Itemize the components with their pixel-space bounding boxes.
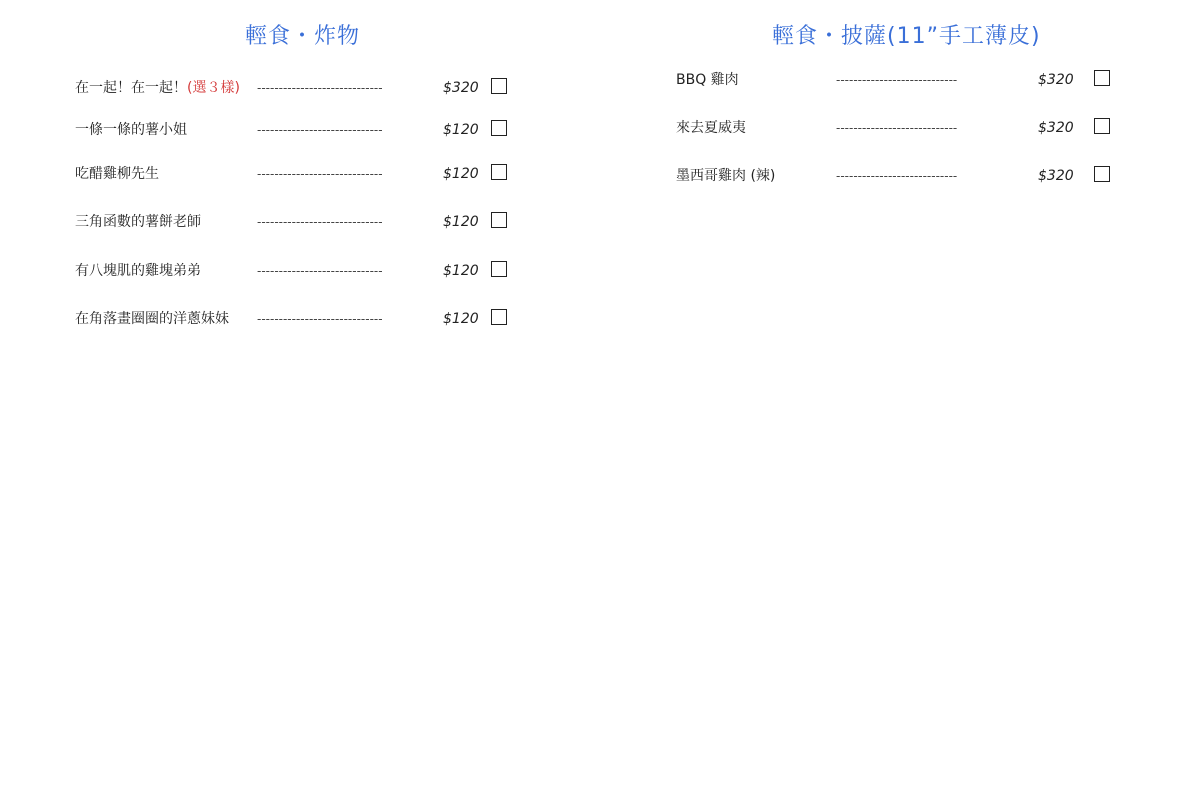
item-price: $120 (443, 122, 479, 138)
dotted-leader: ----------------------------- (257, 215, 383, 229)
dotted-leader: ---------------------------- (836, 73, 958, 87)
item-price: $120 (443, 214, 479, 230)
item-checkbox[interactable] (1094, 118, 1110, 134)
item-name: 一條一條的薯小姐 (75, 122, 187, 138)
menu-item (75, 307, 525, 331)
item-checkbox[interactable] (491, 309, 507, 325)
item-checkbox[interactable] (491, 212, 507, 228)
item-price: $320 (1038, 120, 1074, 136)
dotted-leader: ----------------------------- (257, 167, 383, 181)
dotted-leader: ----------------------------- (257, 81, 383, 95)
menu-item (75, 210, 525, 234)
item-name-text: 在一起！在一起！ (75, 80, 187, 96)
item-name: 墨西哥雞肉 (辣) (676, 168, 776, 184)
dotted-leader: ---------------------------- (836, 121, 958, 135)
item-name: 三角函數的薯餅老師 (75, 214, 201, 230)
item-checkbox[interactable] (491, 261, 507, 277)
item-name: 在角落畫圈圈的洋蔥妹妹 (75, 311, 229, 327)
item-checkbox[interactable] (491, 164, 507, 180)
dotted-leader: ----------------------------- (257, 264, 383, 278)
item-price: $120 (443, 263, 479, 279)
item-price: $320 (443, 80, 479, 96)
menu-item (676, 68, 1126, 92)
item-price: $120 (443, 311, 479, 327)
menu-item (75, 162, 525, 186)
menu-item (676, 164, 1126, 188)
section-title: 輕食・披薩(11”手工薄皮) (772, 24, 1041, 49)
menu-item (75, 76, 525, 100)
item-checkbox[interactable] (1094, 166, 1110, 182)
menu-item (75, 259, 525, 283)
menu-item (75, 118, 525, 142)
item-name: BBQ 雞肉 (676, 72, 739, 88)
dotted-leader: ----------------------------- (257, 123, 383, 137)
menu-item (676, 116, 1126, 140)
item-name: 來去夏威夷 (676, 120, 746, 136)
item-name: 吃醋雞柳先生 (75, 166, 159, 182)
item-note: (選３樣) (187, 80, 240, 96)
dotted-leader: ----------------------------- (257, 312, 383, 326)
item-price: $320 (1038, 168, 1074, 184)
item-name: 有八塊肌的雞塊弟弟 (75, 263, 201, 279)
item-checkbox[interactable] (491, 120, 507, 136)
item-price: $120 (443, 166, 479, 182)
item-checkbox[interactable] (491, 78, 507, 94)
section-title: 輕食・炸物 (245, 24, 361, 49)
item-price: $320 (1038, 72, 1074, 88)
item-name (75, 76, 240, 100)
dotted-leader: ---------------------------- (836, 169, 958, 183)
item-checkbox[interactable] (1094, 70, 1110, 86)
